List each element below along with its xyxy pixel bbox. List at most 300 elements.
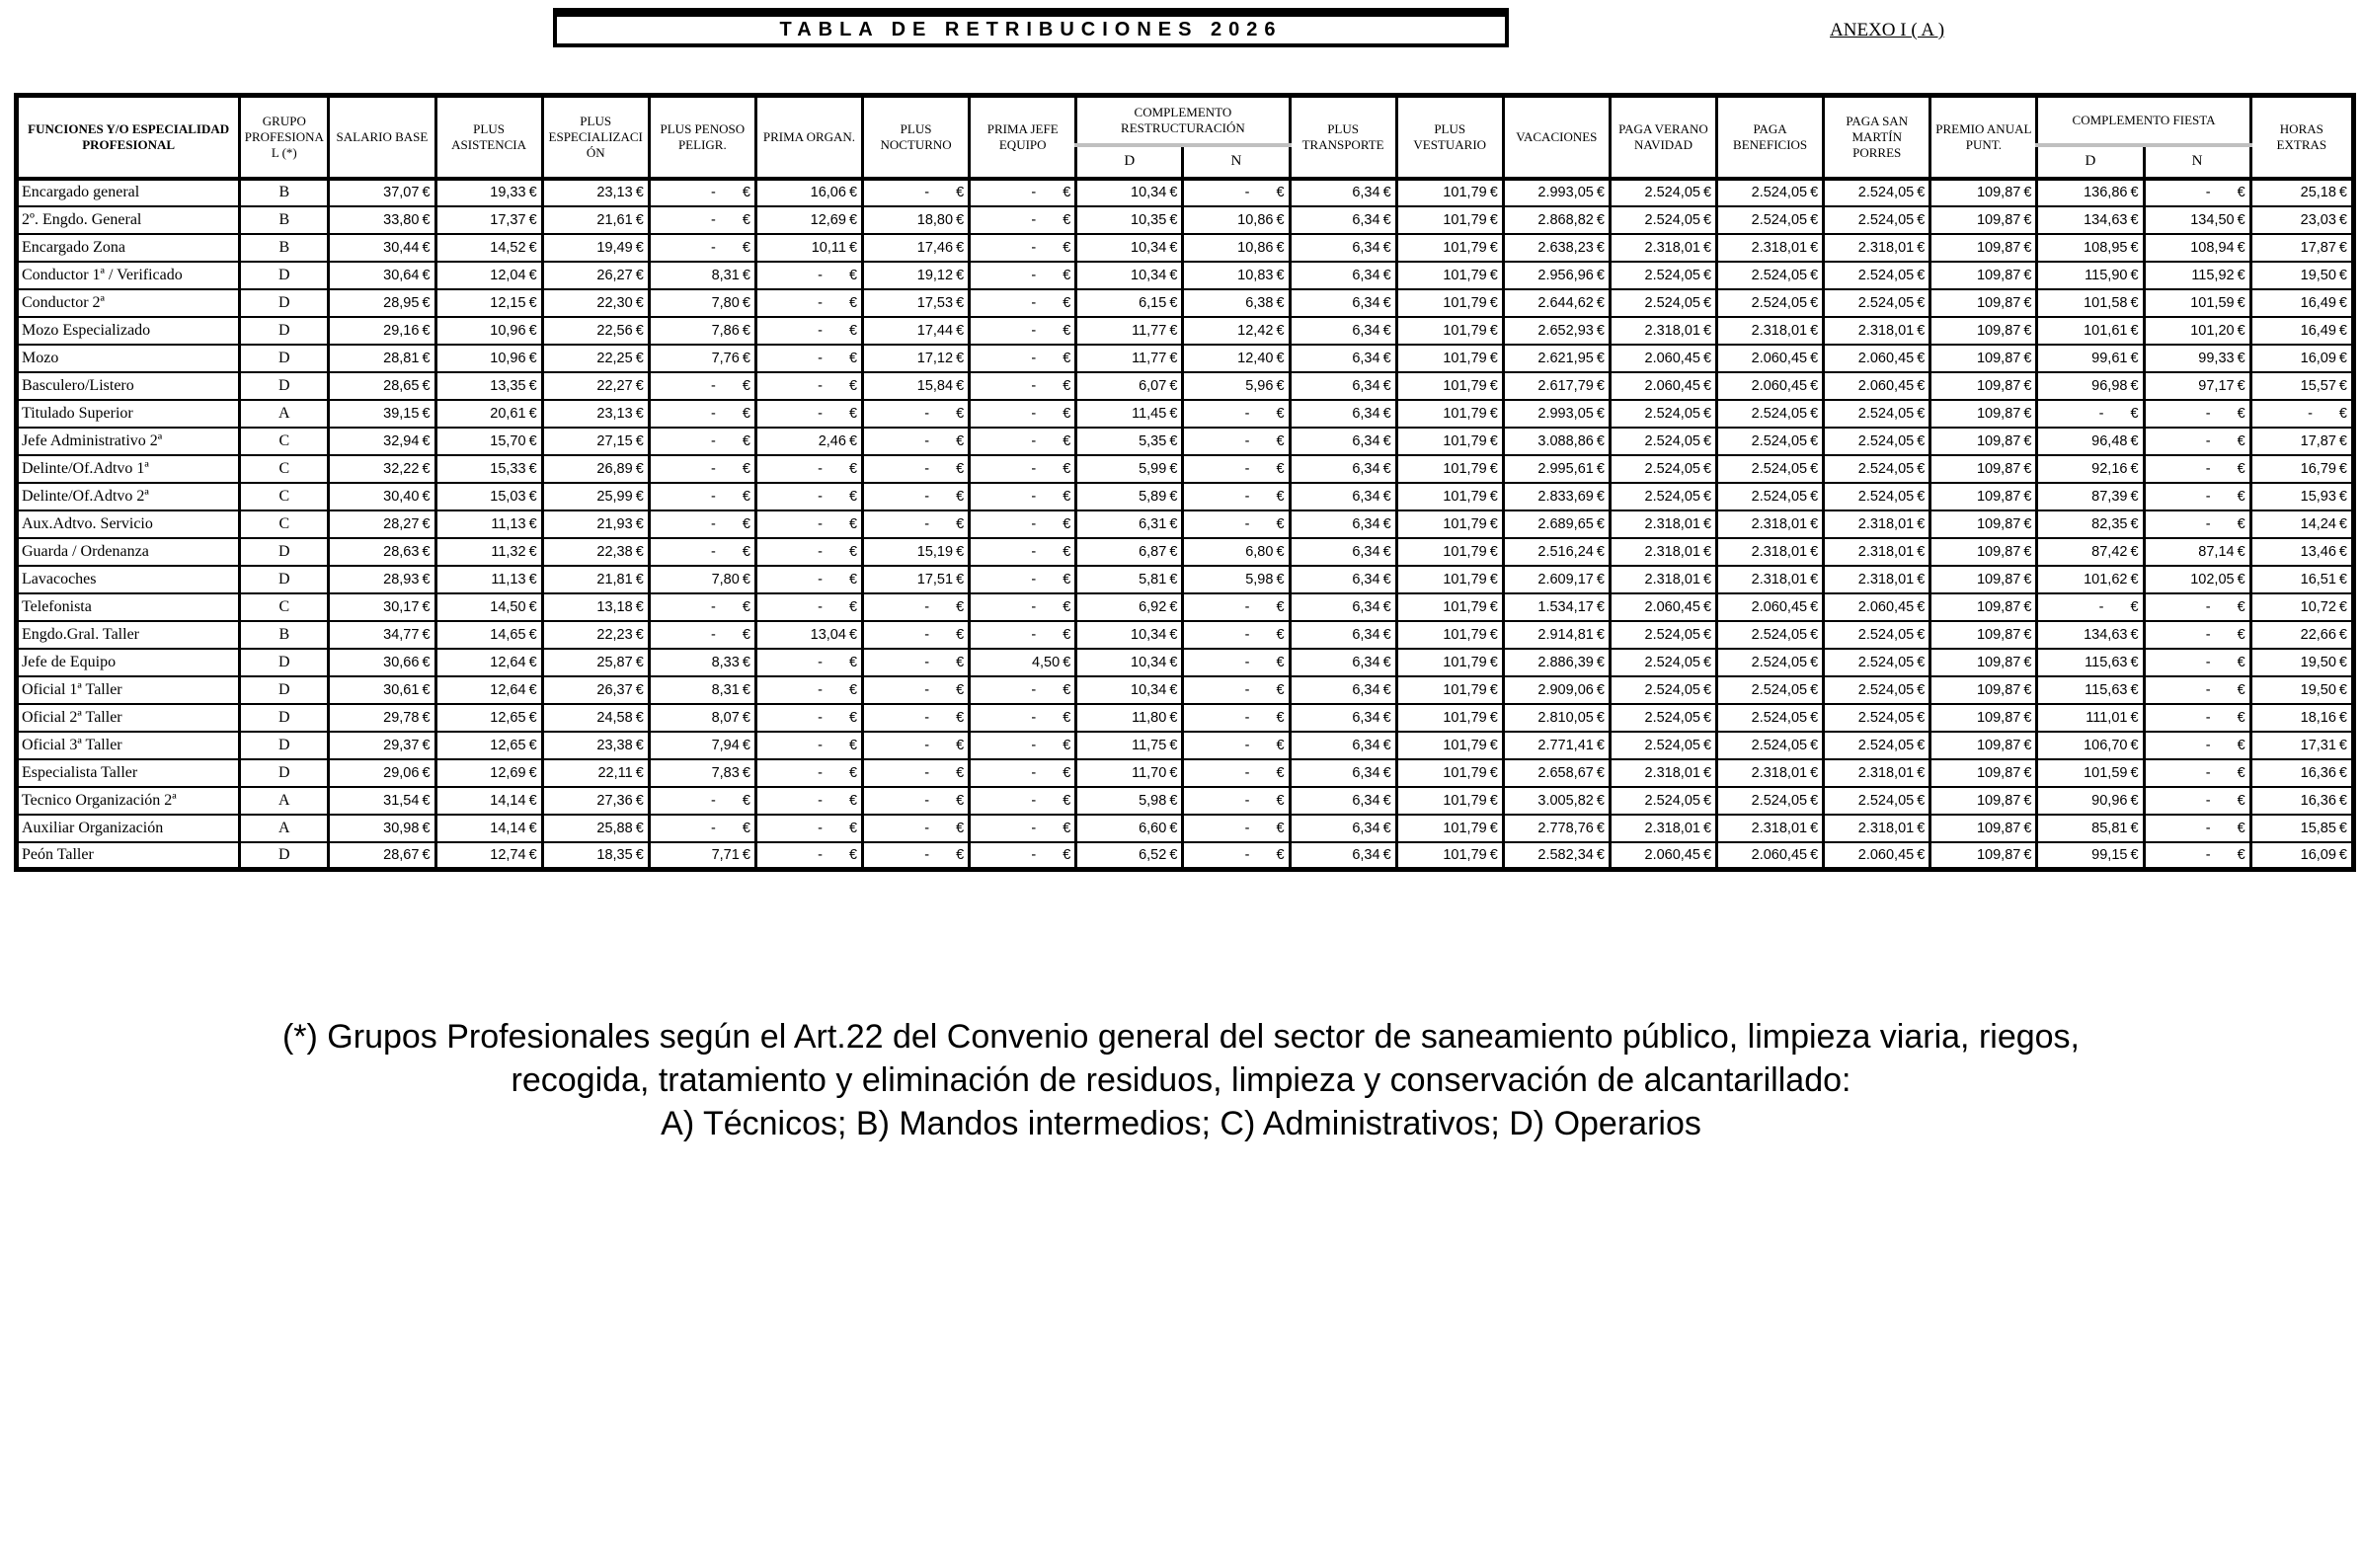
cell-importe: 2.318,01 € [1824,759,1930,787]
cell-importe: 2.318,01 € [1824,538,1930,566]
col-header-premio-anual-punt: PREMIO ANUAL PUNT. [1930,96,2037,179]
cell-importe: 37,07 € [329,179,435,206]
cell-importe: 2.956,96 € [1503,262,1610,289]
cell-importe: 2.524,05 € [1610,732,1716,759]
cell-importe: - € [649,234,755,262]
cell-importe: - € [970,759,1076,787]
cell-grupo: B [240,206,329,234]
cell-importe: 2.318,01 € [1717,538,1824,566]
cell-importe: 109,87 € [1930,676,2037,704]
cell-importe: 109,87 € [1930,262,2037,289]
cell-importe: 6,34 € [1290,428,1396,455]
table-row [17,455,2354,483]
cell-importe: 28,65 € [329,372,435,400]
cell-importe: 7,94 € [649,732,755,759]
col-header-plus-transporte: PLUS TRANSPORTE [1290,96,1396,179]
cell-grupo: B [240,234,329,262]
cell-importe: 5,99 € [1076,455,1183,483]
cell-importe: 6,34 € [1290,787,1396,815]
table-row [17,510,2354,538]
cell-importe: 20,61 € [435,400,542,428]
cell-importe: 11,75 € [1076,732,1183,759]
cell-importe: 5,98 € [1076,787,1183,815]
cell-importe: 2.524,05 € [1824,179,1930,206]
cell-importe: 2.524,05 € [1717,649,1824,676]
cell-importe: 101,79 € [1396,317,1503,345]
cell-importe: - € [2144,842,2250,870]
cell-importe: 34,77 € [329,621,435,649]
cell-importe: 2.318,01 € [1610,317,1716,345]
cell-importe: 2.524,05 € [1610,649,1716,676]
cell-importe: 2.524,05 € [1610,428,1716,455]
cell-importe: 136,86 € [2037,179,2144,206]
cell-importe: 2.318,01 € [1610,566,1716,593]
cell-importe: 21,93 € [542,510,649,538]
cell-importe: 6,80 € [1183,538,1290,566]
col-header-paga-verano-navidad: PAGA VERANO NAVIDAD [1610,96,1716,179]
cell-grupo: C [240,483,329,510]
cell-importe: 101,79 € [1396,372,1503,400]
cell-importe: 134,50 € [2144,206,2250,234]
cell-importe: 15,33 € [435,455,542,483]
cell-importe: 11,80 € [1076,704,1183,732]
table-row [17,372,2354,400]
cell-importe: 14,50 € [435,593,542,621]
cell-importe: 11,32 € [435,538,542,566]
cell-importe: 10,96 € [435,317,542,345]
cell-importe: 27,15 € [542,428,649,455]
cell-importe: - € [2144,704,2250,732]
cell-importe: - € [649,206,755,234]
cell-importe: 101,79 € [1396,842,1503,870]
cell-importe: - € [755,704,862,732]
cell-importe: 22,23 € [542,621,649,649]
cell-importe: - € [863,455,970,483]
cell-importe: 2.318,01 € [1717,317,1824,345]
cell-importe: 109,87 € [1930,428,2037,455]
cell-importe: 6,60 € [1076,815,1183,842]
cell-importe: 6,34 € [1290,676,1396,704]
cell-importe: 6,34 € [1290,759,1396,787]
cell-importe: 106,70 € [2037,732,2144,759]
cell-importe: 2.617,79 € [1503,372,1610,400]
cell-importe: 6,34 € [1290,317,1396,345]
cell-importe: 101,58 € [2037,289,2144,317]
cell-importe: 101,79 € [1396,345,1503,372]
cell-importe: 2.524,05 € [1824,262,1930,289]
cell-importe: 39,15 € [329,400,435,428]
cell-importe: - € [649,538,755,566]
cell-importe: 2.524,05 € [1824,289,1930,317]
cell-importe: - € [970,676,1076,704]
cell-importe: 7,80 € [649,566,755,593]
cell-funcion: Tecnico Organización 2ª [17,787,240,815]
cell-importe: 109,87 € [1930,400,2037,428]
col-header-funciones: FUNCIONES Y/O ESPECIALIDAD PROFESIONAL [17,96,240,179]
cell-importe: 101,79 € [1396,510,1503,538]
cell-importe: 2.524,05 € [1717,732,1824,759]
cell-importe: 10,86 € [1183,234,1290,262]
cell-funcion: Titulado Superior [17,400,240,428]
cell-grupo: C [240,455,329,483]
cell-importe: 2.689,65 € [1503,510,1610,538]
cell-importe: - € [863,179,970,206]
cell-funcion: Encargado general [17,179,240,206]
cell-importe: 2.524,05 € [1610,262,1716,289]
cell-importe: - € [970,732,1076,759]
cell-importe: 7,76 € [649,345,755,372]
cell-importe: 29,16 € [329,317,435,345]
cell-importe: - € [863,621,970,649]
cell-importe: 16,51 € [2250,566,2353,593]
cell-importe: - € [970,510,1076,538]
cell-importe: 11,77 € [1076,345,1183,372]
cell-importe: 28,95 € [329,289,435,317]
cell-importe: - € [1183,483,1290,510]
cell-importe: 109,87 € [1930,372,2037,400]
col-header-plus-vestuario: PLUS VESTUARIO [1396,96,1503,179]
cell-importe: 109,87 € [1930,732,2037,759]
cell-importe: 2.318,01 € [1610,510,1716,538]
cell-importe: 2.524,05 € [1610,289,1716,317]
cell-importe: - € [2250,400,2353,428]
cell-importe: 96,98 € [2037,372,2144,400]
cell-importe: 109,87 € [1930,234,2037,262]
cell-importe: 2.524,05 € [1824,455,1930,483]
cell-importe: 16,49 € [2250,289,2353,317]
cell-importe: - € [2144,676,2250,704]
cell-importe: 2.060,45 € [1717,345,1824,372]
cell-importe: 2.060,45 € [1717,593,1824,621]
cell-importe: 6,34 € [1290,372,1396,400]
col-header-plus-nocturno: PLUS NOCTURNO [863,96,970,179]
cell-funcion: Conductor 1ª / Verificado [17,262,240,289]
cell-importe: - € [970,179,1076,206]
cell-importe: - € [755,345,862,372]
cell-importe: 101,62 € [2037,566,2144,593]
col-subheader-restructuracion-d: D [1076,145,1183,179]
cell-importe: 109,87 € [1930,510,2037,538]
cell-importe: 25,88 € [542,815,649,842]
cell-grupo: D [240,759,329,787]
cell-funcion: Jefe de Equipo [17,649,240,676]
cell-importe: 3.005,82 € [1503,787,1610,815]
cell-importe: 6,15 € [1076,289,1183,317]
cell-importe: - € [863,483,970,510]
cell-importe: 6,34 € [1290,455,1396,483]
cell-grupo: C [240,510,329,538]
cell-importe: - € [863,649,970,676]
table-row [17,400,2354,428]
cell-importe: 10,35 € [1076,206,1183,234]
cell-importe: 28,67 € [329,842,435,870]
cell-importe: 6,34 € [1290,566,1396,593]
cell-importe: 2.524,05 € [1717,455,1824,483]
cell-importe: 17,12 € [863,345,970,372]
cell-importe: 29,78 € [329,704,435,732]
cell-importe: 7,80 € [649,289,755,317]
cell-importe: 32,22 € [329,455,435,483]
table-row [17,732,2354,759]
col-header-grupo: GRUPO PROFESIONAL (*) [240,96,329,179]
cell-importe: - € [2037,400,2144,428]
cell-importe: 6,34 € [1290,732,1396,759]
cell-importe: 109,87 € [1930,289,2037,317]
cell-importe: 25,18 € [2250,179,2353,206]
cell-importe: 13,18 € [542,593,649,621]
cell-importe: 14,52 € [435,234,542,262]
footnote-line-1: (*) Grupos Profesionales según el Art.22 del Convenio general del sector de saneamiento público, limpieza viaria, riegos, [281,1018,2080,1056]
cell-importe: 2.810,05 € [1503,704,1610,732]
col-header-vacaciones: VACACIONES [1503,96,1610,179]
cell-grupo: D [240,345,329,372]
col-header-paga-beneficios: PAGA BENEFICIOS [1717,96,1824,179]
col-header-salario-base: SALARIO BASE [329,96,435,179]
cell-importe: 2.914,81 € [1503,621,1610,649]
cell-importe: 2.318,01 € [1717,510,1824,538]
table-row [17,345,2354,372]
cell-importe: - € [863,787,970,815]
title-box [553,8,1509,47]
cell-importe: 11,77 € [1076,317,1183,345]
cell-importe: 32,94 € [329,428,435,455]
cell-importe: 15,85 € [2250,815,2353,842]
cell-importe: 15,93 € [2250,483,2353,510]
cell-importe: 102,05 € [2144,566,2250,593]
cell-importe: 6,34 € [1290,593,1396,621]
cell-importe: 2.652,93 € [1503,317,1610,345]
cell-importe: 15,70 € [435,428,542,455]
cell-importe: 2.524,05 € [1610,179,1716,206]
cell-importe: 10,96 € [435,345,542,372]
cell-importe: 3.088,86 € [1503,428,1610,455]
cell-importe: 101,59 € [2037,759,2144,787]
cell-importe: 28,81 € [329,345,435,372]
footnote [0,1015,2362,1145]
table-row [17,815,2354,842]
table-row [17,179,2354,206]
cell-importe: - € [970,289,1076,317]
cell-importe: - € [970,400,1076,428]
cell-importe: 25,87 € [542,649,649,676]
cell-importe: 101,79 € [1396,538,1503,566]
table-row [17,787,2354,815]
cell-importe: 2.318,01 € [1824,566,1930,593]
cell-importe: 101,79 € [1396,593,1503,621]
cell-importe: - € [755,566,862,593]
cell-importe: 2.524,05 € [1610,621,1716,649]
cell-importe: 2.060,45 € [1717,372,1824,400]
cell-importe: 2.524,05 € [1610,483,1716,510]
cell-importe: 109,87 € [1930,483,2037,510]
cell-importe: 23,03 € [2250,206,2353,234]
cell-importe: 134,63 € [2037,206,2144,234]
cell-importe: 19,50 € [2250,262,2353,289]
cell-importe: - € [755,455,862,483]
cell-importe: 26,89 € [542,455,649,483]
cell-importe: - € [755,538,862,566]
cell-importe: 23,38 € [542,732,649,759]
cell-importe: 2.524,05 € [1610,206,1716,234]
cell-importe: 2.524,05 € [1717,676,1824,704]
cell-importe: 115,92 € [2144,262,2250,289]
cell-importe: - € [2144,787,2250,815]
cell-importe: 22,27 € [542,372,649,400]
cell-importe: 5,89 € [1076,483,1183,510]
cell-importe: 13,46 € [2250,538,2353,566]
cell-importe: - € [2144,621,2250,649]
cell-importe: 2.621,95 € [1503,345,1610,372]
cell-importe: - € [2144,510,2250,538]
cell-importe: 101,79 € [1396,400,1503,428]
cell-importe: - € [863,428,970,455]
cell-importe: 2.060,45 € [1717,842,1824,870]
cell-importe: - € [863,510,970,538]
cell-funcion: Guarda / Ordenanza [17,538,240,566]
cell-importe: 109,87 € [1930,593,2037,621]
cell-importe: 101,79 € [1396,262,1503,289]
cell-importe: - € [1183,400,1290,428]
cell-importe: 17,87 € [2250,234,2353,262]
cell-importe: 10,34 € [1076,234,1183,262]
table-row [17,649,2354,676]
cell-importe: 10,83 € [1183,262,1290,289]
cell-importe: 2.524,05 € [1824,483,1930,510]
cell-importe: 99,33 € [2144,345,2250,372]
col-subheader-restructuracion-n: N [1183,145,1290,179]
cell-importe: - € [970,842,1076,870]
cell-importe: 2.644,62 € [1503,289,1610,317]
cell-importe: 2.318,01 € [1610,759,1716,787]
cell-importe: 109,87 € [1930,842,2037,870]
cell-importe: 6,34 € [1290,345,1396,372]
cell-importe: 2.524,05 € [1717,179,1824,206]
table-body [17,179,2354,870]
cell-importe: 17,37 € [435,206,542,234]
cell-importe: 2.868,82 € [1503,206,1610,234]
cell-grupo: C [240,428,329,455]
cell-funcion: Peón Taller [17,842,240,870]
cell-importe: 17,87 € [2250,428,2353,455]
cell-importe: 28,63 € [329,538,435,566]
cell-importe: - € [755,483,862,510]
cell-importe: 14,24 € [2250,510,2353,538]
cell-importe: 12,69 € [435,759,542,787]
cell-importe: 2.060,45 € [1824,372,1930,400]
cell-importe: 2.524,05 € [1610,400,1716,428]
cell-importe: - € [970,483,1076,510]
cell-importe: 8,07 € [649,704,755,732]
cell-importe: 6,34 € [1290,815,1396,842]
cell-importe: 6,34 € [1290,179,1396,206]
col-header-paga-san-martin-porres: PAGA SAN MARTÍN PORRES [1824,96,1930,179]
cell-importe: 23,13 € [542,179,649,206]
cell-importe: 5,98 € [1183,566,1290,593]
cell-importe: - € [755,289,862,317]
col-header-prima-jefe-equipo: PRIMA JEFE EQUIPO [970,96,1076,179]
cell-funcion: Especialista Taller [17,759,240,787]
cell-importe: 29,06 € [329,759,435,787]
cell-importe: - € [755,593,862,621]
cell-importe: 2.318,01 € [1824,815,1930,842]
col-subheader-fiesta-n: N [2144,145,2250,179]
cell-importe: 87,39 € [2037,483,2144,510]
cell-importe: 28,93 € [329,566,435,593]
cell-importe: 90,96 € [2037,787,2144,815]
cell-importe: 108,94 € [2144,234,2250,262]
cell-grupo: D [240,372,329,400]
cell-importe: - € [1183,732,1290,759]
cell-importe: - € [2144,179,2250,206]
cell-importe: 6,34 € [1290,538,1396,566]
cell-importe: 109,87 € [1930,815,2037,842]
cell-importe: 6,34 € [1290,842,1396,870]
cell-importe: - € [970,815,1076,842]
table-row [17,621,2354,649]
cell-importe: 2.318,01 € [1824,317,1930,345]
cell-importe: 2.318,01 € [1610,815,1716,842]
cell-funcion: Auxiliar Organización [17,815,240,842]
cell-importe: - € [970,566,1076,593]
cell-importe: 11,70 € [1076,759,1183,787]
table-row [17,206,2354,234]
cell-importe: 109,87 € [1930,759,2037,787]
cell-importe: 15,19 € [863,538,970,566]
cell-importe: 2.318,01 € [1717,759,1824,787]
cell-importe: 33,80 € [329,206,435,234]
cell-importe: 2.524,05 € [1824,428,1930,455]
cell-importe: 10,34 € [1076,262,1183,289]
cell-importe: 22,56 € [542,317,649,345]
cell-importe: 7,83 € [649,759,755,787]
cell-importe: 1.534,17 € [1503,593,1610,621]
cell-grupo: D [240,676,329,704]
cell-importe: 30,61 € [329,676,435,704]
cell-importe: - € [755,262,862,289]
cell-importe: 10,86 € [1183,206,1290,234]
cell-importe: 2.060,45 € [1824,842,1930,870]
retribuciones-table [14,93,2356,872]
footnote-line-3: A) Técnicos; B) Mandos intermedios; C) Administrativos; D) Operarios [661,1105,1701,1142]
cell-importe: 5,96 € [1183,372,1290,400]
page-title: TABLA DE RETRIBUCIONES 2026 [779,19,1283,40]
cell-importe: 15,57 € [2250,372,2353,400]
cell-importe: 10,34 € [1076,179,1183,206]
cell-importe: 2.524,05 € [1610,455,1716,483]
cell-importe: 101,79 € [1396,428,1503,455]
cell-importe: - € [1183,787,1290,815]
cell-importe: 8,33 € [649,649,755,676]
cell-importe: 109,87 € [1930,345,2037,372]
cell-importe: - € [970,538,1076,566]
cell-importe: 16,49 € [2250,317,2353,345]
cell-importe: 2.318,01 € [1824,510,1930,538]
cell-funcion: Oficial 2ª Taller [17,704,240,732]
cell-importe: 18,35 € [542,842,649,870]
cell-importe: 2.318,01 € [1717,566,1824,593]
cell-importe: 87,42 € [2037,538,2144,566]
cell-importe: - € [970,455,1076,483]
cell-funcion: Basculero/Listero [17,372,240,400]
cell-importe: - € [2144,593,2250,621]
cell-importe: 2.060,45 € [1610,372,1716,400]
cell-importe: - € [755,759,862,787]
cell-importe: 10,72 € [2250,593,2353,621]
cell-importe: 14,65 € [435,621,542,649]
cell-importe: - € [970,593,1076,621]
cell-importe: 2.582,34 € [1503,842,1610,870]
col-header-horas-extras: HORAS EXTRAS [2250,96,2353,179]
